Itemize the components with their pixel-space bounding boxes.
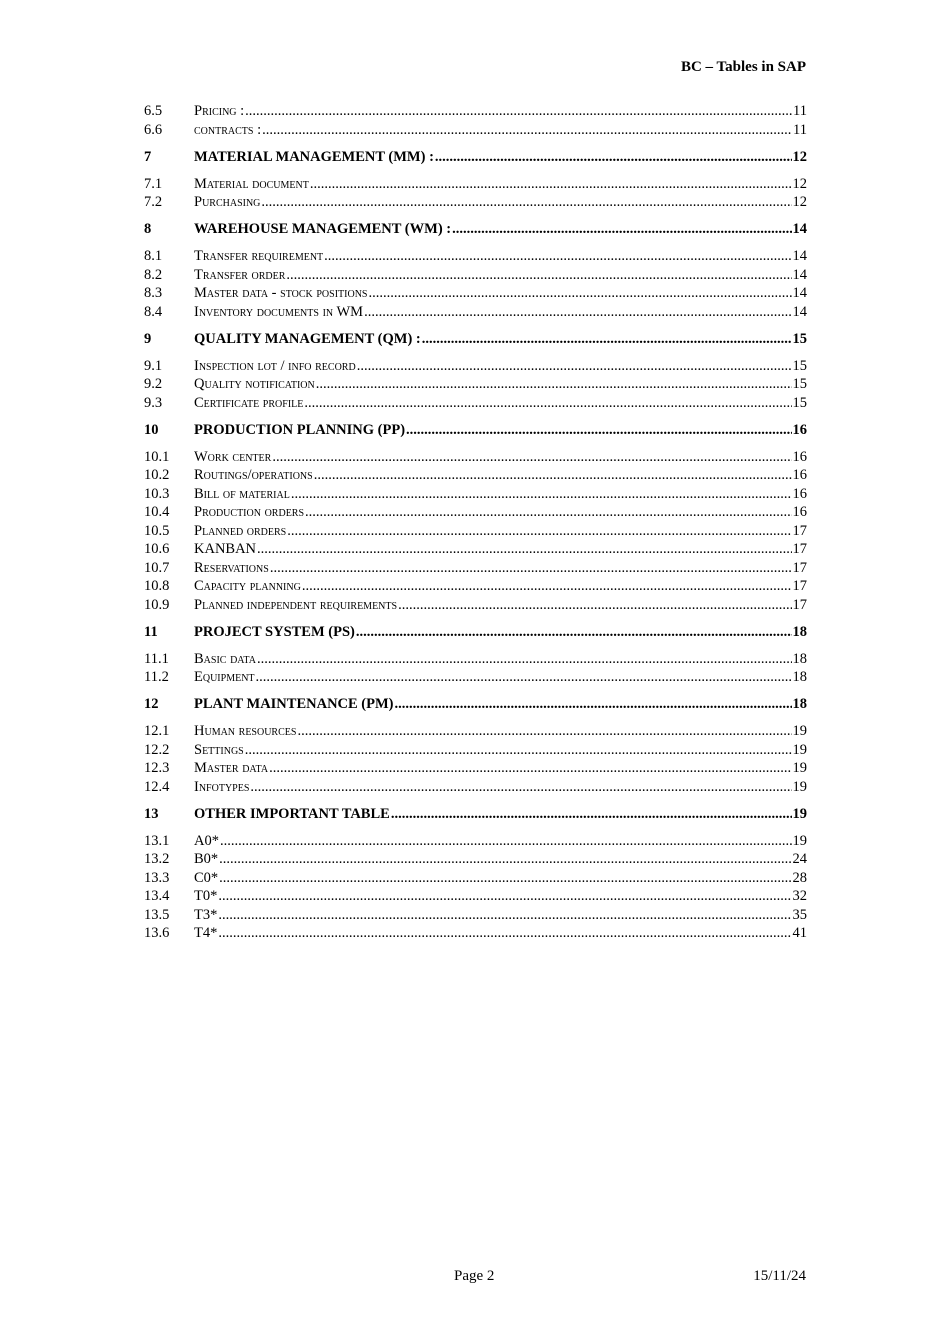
toc-dot-leader [452,220,791,239]
toc-entry-page: 19 [792,760,807,776]
toc-chapter-entry[interactable] [144,330,807,349]
toc-entry-title: Routings/operations [194,467,313,483]
toc-entry-page: 14 [792,221,807,237]
toc-entry-page: 12 [792,148,807,165]
toc-chapter-entry[interactable] [144,805,807,824]
toc-section-entry[interactable] [144,650,807,669]
toc-dot-leader [272,448,791,467]
toc-section-entry[interactable] [144,503,807,522]
toc-entry-title: Basic data [194,650,256,667]
document-header-title: BC – Tables in SAP [680,59,806,75]
toc-entry-title: PROJECT SYSTEM (PS) [194,623,355,640]
toc-entry-page: 14 [792,266,807,283]
toc-entry-number: 10.9 [144,596,170,613]
toc-entry-page: 17 [792,541,807,557]
toc-entry-title: B0* [194,851,219,867]
toc-dot-leader [422,330,792,349]
toc-entry-title: Planned orders [194,522,287,539]
toc-dot-leader [356,623,792,642]
toc-dot-leader [218,906,791,925]
toc-dot-leader [302,577,792,596]
toc-entry-page: 17 [792,596,807,613]
toc-entry-number: 6.5 [144,103,163,119]
toc-entry-title: QUALITY MANAGEMENT (QM) : [194,330,421,347]
toc-entry-page: 28 [792,869,807,886]
toc-dot-leader [364,303,791,322]
toc-entry-number: 10.1 [144,448,170,465]
table-of-contents [144,102,807,943]
toc-entry-page: 18 [792,669,807,685]
toc-entry-number: 13.3 [144,869,170,886]
toc-entry-number: 10.8 [144,578,170,594]
toc-entry-page: 17 [792,522,807,539]
toc-entry-title: T0* [194,888,218,904]
toc-entry-title: Settings [194,741,244,758]
toc-dot-leader [256,668,792,687]
toc-entry-title: Pricing : [194,103,245,119]
toc-entry-number: 13.1 [144,832,170,849]
toc-section-entry[interactable] [144,303,807,322]
toc-dot-leader [257,540,791,559]
footer-date: 15/11/24 [753,1268,806,1284]
toc-entry-page: 19 [792,778,807,795]
toc-entry-page: 18 [792,696,807,712]
toc-entry-title: Work center [194,448,272,465]
toc-entry-page: 14 [792,248,807,264]
toc-section-entry[interactable] [144,722,807,741]
toc-entry-number: 10.3 [144,485,170,502]
toc-entry-title: Bill of material [194,485,290,502]
toc-entry-number: 6.6 [144,121,163,138]
toc-dot-leader [316,375,792,394]
toc-entry-number: 9 [144,330,152,347]
toc-entry-number: 13.6 [144,925,170,941]
toc-entry-page: 35 [792,906,807,923]
toc-dot-leader [291,485,792,504]
toc-dot-leader [391,805,792,824]
footer-page-number: Page 2 [454,1268,495,1284]
toc-entry-page: 15 [792,330,807,347]
toc-dot-leader [314,466,792,485]
toc-dot-leader [287,522,791,541]
toc-entry-page: 15 [792,357,807,374]
toc-dot-leader [286,266,791,285]
toc-entry-page: 18 [792,623,807,640]
toc-entry-number: 10.7 [144,559,170,576]
toc-entry-number: 12.4 [144,778,170,795]
toc-entry-title: Reservations [194,559,269,576]
toc-entry-page: 16 [792,467,807,483]
toc-dot-leader [324,247,791,266]
toc-entry-title: Certificate profile [194,394,304,411]
toc-entry-number: 11 [144,623,158,640]
toc-section-entry[interactable] [144,850,807,869]
toc-section-entry[interactable] [144,247,807,266]
toc-chapter-entry[interactable] [144,623,807,642]
toc-section-entry[interactable] [144,741,807,760]
toc-entry-title: Quality notification [194,376,315,392]
toc-section-entry[interactable] [144,448,807,467]
toc-entry-page: 12 [792,194,807,210]
toc-entry-title: Transfer requirement [194,248,324,264]
toc-dot-leader [269,759,791,778]
toc-entry-number: 9.1 [144,357,163,374]
toc-entry-number: 7.2 [144,194,163,210]
toc-entry-page: 11 [793,103,807,119]
toc-dot-leader [304,394,791,413]
toc-entry-title: T4* [194,925,218,941]
toc-dot-leader [270,559,792,578]
toc-section-entry[interactable] [144,759,807,778]
toc-section-entry[interactable] [144,193,807,212]
toc-entry-page: 24 [792,851,807,867]
toc-entry-title: PRODUCTION PLANNING (PP) [194,421,406,438]
toc-dot-leader [368,284,791,303]
toc-section-entry[interactable] [144,668,807,687]
toc-section-entry[interactable] [144,485,807,504]
toc-section-entry[interactable] [144,102,807,121]
toc-dot-leader [357,357,792,376]
toc-dot-leader [406,421,791,440]
toc-dot-leader [257,650,792,669]
toc-section-entry[interactable] [144,266,807,285]
toc-entry-page: 19 [792,741,807,758]
toc-entry-title: KANBAN [194,541,257,557]
toc-entry-number: 10 [144,421,159,438]
toc-entry-title: Material document [194,175,309,192]
toc-section-entry[interactable] [144,869,807,888]
toc-entry-page: 19 [792,805,807,822]
toc-entry-page: 16 [792,485,807,502]
toc-entry-number: 7 [144,148,152,165]
toc-dot-leader [297,722,791,741]
toc-entry-page: 12 [792,175,807,192]
toc-dot-leader [245,741,792,760]
toc-entry-title: Capacity planning [194,578,301,594]
toc-entry-number: 10.2 [144,467,170,483]
toc-dot-leader [245,102,792,121]
toc-entry-number: 10.4 [144,504,170,520]
toc-dot-leader [305,503,791,522]
toc-entry-number: 11.2 [144,669,169,685]
toc-entry-title: PLANT MAINTENANCE (PM) [194,696,394,712]
toc-entry-title: OTHER IMPORTANT TABLE [194,805,390,822]
toc-entry-page: 19 [792,723,807,739]
toc-entry-number: 8.4 [144,303,163,320]
toc-entry-title: Planned independent requirements [194,596,398,613]
toc-entry-page: 18 [792,650,807,667]
toc-entry-number: 8.3 [144,285,163,301]
toc-dot-leader [310,175,792,194]
toc-dot-leader [218,924,791,943]
toc-entry-title: Human resources [194,723,297,739]
toc-entry-title: A0* [194,832,219,849]
toc-section-entry[interactable] [144,778,807,797]
toc-chapter-entry[interactable] [144,220,807,239]
toc-dot-leader [435,148,792,167]
toc-entry-title: Transfer order [194,266,286,283]
toc-chapter-entry[interactable] [144,421,807,440]
toc-entry-number: 9.2 [144,376,163,392]
toc-entry-number: 12.2 [144,741,170,758]
toc-entry-page: 19 [792,832,807,849]
toc-entry-page: 17 [792,578,807,594]
toc-dot-leader [262,121,792,140]
toc-section-entry[interactable] [144,466,807,485]
toc-entry-page: 14 [792,303,807,320]
toc-entry-page: 16 [792,448,807,465]
toc-dot-leader [220,832,792,851]
toc-entry-page: 15 [792,394,807,411]
toc-entry-title: C0* [194,869,219,886]
toc-entry-number: 11.1 [144,650,169,667]
toc-entry-number: 8.1 [144,248,163,264]
toc-entry-title: Equipment [194,669,255,685]
toc-dot-leader [218,887,791,906]
toc-section-entry[interactable] [144,924,807,943]
toc-entry-title: WAREHOUSE MANAGEMENT (WM) : [194,221,452,237]
toc-section-entry[interactable] [144,596,807,615]
toc-entry-number: 8.2 [144,266,163,283]
toc-section-entry[interactable] [144,394,807,413]
toc-entry-number: 13.5 [144,906,170,923]
toc-entry-number: 13 [144,805,159,822]
toc-entry-page: 32 [792,888,807,904]
toc-entry-title: contracts : [194,121,262,138]
toc-entry-number: 10.5 [144,522,170,539]
toc-entry-number: 8 [144,221,152,237]
toc-entry-number: 12.1 [144,723,170,739]
toc-entry-number: 12.3 [144,760,170,776]
toc-entry-number: 13.2 [144,851,170,867]
toc-section-entry[interactable] [144,540,807,559]
toc-dot-leader [250,778,791,797]
toc-dot-leader [261,193,791,212]
toc-entry-number: 10.6 [144,541,170,557]
toc-dot-leader [398,596,791,615]
toc-entry-page: 16 [792,421,807,438]
toc-entry-number: 9.3 [144,394,163,411]
toc-entry-page: 16 [792,504,807,520]
toc-entry-title: Inspection lot / info record [194,357,356,374]
toc-section-entry[interactable] [144,832,807,851]
toc-dot-leader [219,869,791,888]
toc-section-entry[interactable] [144,375,807,394]
toc-entry-title: Purchasing [194,194,261,210]
toc-entry-title: Production orders [194,504,305,520]
toc-entry-page: 11 [793,121,807,138]
toc-entry-title: Master data - stock positions [194,285,368,301]
toc-entry-number: 7.1 [144,175,163,192]
toc-section-entry[interactable] [144,175,807,194]
toc-section-entry[interactable] [144,121,807,140]
toc-section-entry[interactable] [144,887,807,906]
toc-section-entry[interactable] [144,284,807,303]
toc-section-entry[interactable] [144,577,807,596]
toc-entry-title: Inventory documents in WM [194,303,364,320]
toc-dot-leader [395,695,792,714]
toc-entry-title: T3* [194,906,218,923]
toc-entry-number: 13.4 [144,888,170,904]
toc-entry-title: MATERIAL MANAGEMENT (MM) : [194,148,434,165]
toc-dot-leader [219,850,791,869]
toc-chapter-entry[interactable] [144,148,807,167]
toc-entry-page: 17 [792,559,807,576]
toc-section-entry[interactable] [144,522,807,541]
toc-entry-title: Infotypes [194,778,250,795]
toc-section-entry[interactable] [144,906,807,925]
toc-entry-page: 15 [792,376,807,392]
toc-section-entry[interactable] [144,559,807,578]
toc-entry-number: 12 [144,696,159,712]
toc-entry-page: 14 [792,285,807,301]
toc-entry-page: 41 [792,925,807,941]
toc-chapter-entry[interactable] [144,695,807,714]
toc-entry-title: Master data [194,760,269,776]
toc-section-entry[interactable] [144,357,807,376]
